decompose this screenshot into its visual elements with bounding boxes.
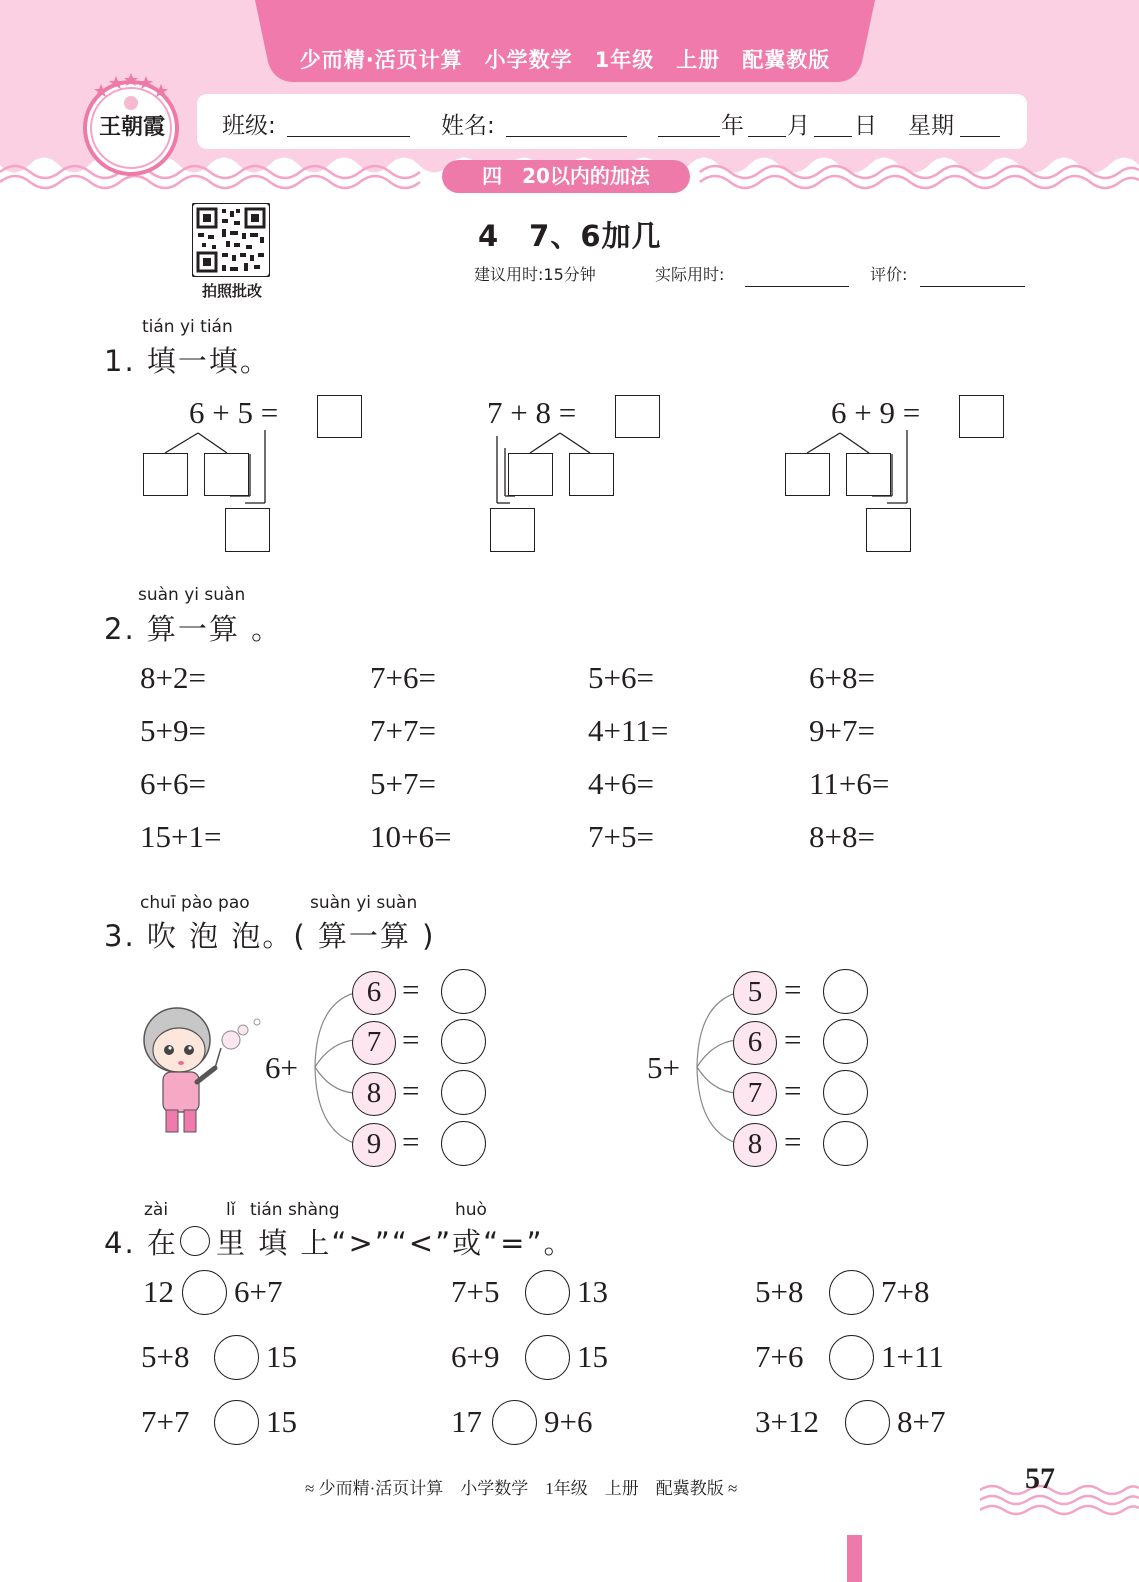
- q3-group1-base: 6+: [265, 1050, 298, 1085]
- q2-r2-c1[interactable]: 5+9=: [140, 713, 206, 748]
- q4-r1-c3-left: 5+8: [755, 1274, 804, 1309]
- q2-r3-c3[interactable]: 4+6=: [588, 766, 654, 801]
- q3-group2-eq-1: =: [784, 972, 802, 1007]
- series-title: 少而精·活页计算 小学数学 1年级 上册 配冀教版: [299, 48, 831, 72]
- q4-r3-c3-circle[interactable]: [845, 1400, 890, 1445]
- q3-group1-eq-4: =: [402, 1124, 420, 1159]
- q3-group2-bubble-1: 5: [733, 971, 777, 1015]
- q3-pinyin-2: suàn yi suàn: [310, 893, 418, 913]
- q1-item1-equation: 6 + 5 =: [189, 395, 279, 430]
- q3-group1-bubble-4: 9: [352, 1123, 396, 1167]
- q4-r3-c2-right: 9+6: [544, 1404, 593, 1439]
- q4-r3-c1-circle[interactable]: [214, 1400, 259, 1445]
- q4-pinyin-li: lǐ: [226, 1200, 236, 1220]
- q4-pinyin-zai: zài: [144, 1200, 169, 1220]
- q4-r1-c2-left: 7+5: [451, 1274, 500, 1309]
- q3-group1-eq-1: =: [402, 972, 420, 1007]
- q2-r2-c3[interactable]: 4+11=: [588, 713, 669, 748]
- q3-group1-bubble-2: 7: [352, 1021, 396, 1065]
- q4-r2-c3-left: 7+6: [755, 1339, 804, 1374]
- q3-group2-answer-3[interactable]: [823, 1070, 868, 1115]
- q3-group2-eq-3: =: [784, 1073, 802, 1108]
- q3-group2-answer-4[interactable]: [823, 1121, 868, 1166]
- q3-group2-answer-2[interactable]: [823, 1019, 868, 1064]
- q2-r3-c1[interactable]: 6+6=: [140, 766, 206, 801]
- q3-group2-eq-4: =: [784, 1124, 802, 1159]
- q2-r4-c1[interactable]: 15+1=: [140, 819, 222, 854]
- q4-title-post: 里 填 上“>”“<”或“=”。: [216, 1226, 575, 1260]
- q4-r3-c3-right: 8+7: [897, 1404, 946, 1439]
- year-field[interactable]: [658, 136, 720, 137]
- q4-r2-c2-circle[interactable]: [525, 1335, 570, 1380]
- q3-group2-bubble-2: 6: [733, 1021, 777, 1065]
- q4-r3-c2-circle[interactable]: [492, 1400, 537, 1445]
- q4-r2-c1-left: 5+8: [141, 1339, 190, 1374]
- q4-title-circle-icon: [180, 1226, 210, 1256]
- q4-r3-c3-left: 3+12: [755, 1404, 819, 1439]
- q1-item3-split-box-1[interactable]: [785, 453, 830, 496]
- q1-item1-split-box-2[interactable]: [204, 453, 249, 496]
- lesson-title: 4 7、6加几: [478, 219, 662, 253]
- q4-r1-c1-left: 12: [143, 1274, 174, 1309]
- year-label: 年: [721, 113, 744, 139]
- q2-pinyin: suàn yi suàn: [138, 585, 246, 605]
- q4-r2-c1-right: 15: [266, 1339, 297, 1374]
- q3-group1-answer-3[interactable]: [441, 1070, 486, 1115]
- q1-item3-answer-box[interactable]: [959, 395, 1004, 438]
- page-number: 57: [1025, 1462, 1055, 1495]
- q2-r3-c4[interactable]: 11+6=: [809, 766, 890, 801]
- month-field[interactable]: [748, 136, 786, 137]
- q3-group1-brace-lines: [310, 985, 360, 1160]
- q3-group2-bubble-4: 8: [733, 1123, 777, 1167]
- student-info-bar: [197, 94, 1027, 149]
- class-field[interactable]: [287, 136, 410, 137]
- q4-r1-c1-circle[interactable]: [182, 1270, 227, 1315]
- suggested-time: 建议用时:15分钟: [474, 265, 596, 284]
- q3-group1-bubble-1: 6: [352, 971, 396, 1015]
- q2-r3-c2[interactable]: 5+7=: [370, 766, 436, 801]
- day-field[interactable]: [814, 136, 852, 137]
- evaluation-field[interactable]: [920, 286, 1025, 287]
- q2-title: 2. 算一算 。: [104, 612, 283, 646]
- q3-group1-answer-1[interactable]: [441, 969, 486, 1014]
- q4-r1-c3-circle[interactable]: [829, 1270, 874, 1315]
- q4-r1-c2-circle[interactable]: [525, 1270, 570, 1315]
- q2-r1-c4[interactable]: 6+8=: [809, 660, 875, 695]
- q1-item2-sum-box[interactable]: [490, 508, 535, 552]
- day-label: 日: [854, 113, 877, 139]
- q3-group1-eq-2: =: [402, 1022, 420, 1057]
- q1-item1-split-box-1[interactable]: [143, 453, 188, 496]
- month-label: 月: [787, 113, 810, 139]
- q1-item2-equation: 7 + 8 =: [487, 395, 577, 430]
- q3-title: 3. 吹 泡 泡。( 算一算 ): [104, 919, 436, 953]
- q3-group2-base: 5+: [647, 1050, 680, 1085]
- q3-group2-eq-2: =: [784, 1022, 802, 1057]
- q3-group2-brace-lines: [692, 985, 742, 1160]
- weekday-field[interactable]: [960, 136, 1000, 137]
- q1-item2-split-box-1[interactable]: [508, 453, 553, 496]
- q2-r2-c2[interactable]: 7+7=: [370, 713, 436, 748]
- q4-r3-c1-left: 7+7: [141, 1404, 190, 1439]
- q4-pinyin-tianshang: tián shàng: [250, 1200, 340, 1220]
- logo-text: 王朝霞: [98, 114, 165, 140]
- q3-group2-bubble-3: 7: [733, 1072, 777, 1116]
- q3-group1-bubble-3: 8: [352, 1072, 396, 1116]
- q4-r2-c1-circle[interactable]: [214, 1335, 259, 1380]
- q1-item1-answer-box[interactable]: [317, 395, 362, 438]
- q4-pinyin-huo: huò: [455, 1200, 487, 1220]
- q4-r1-c1-right: 6+7: [234, 1274, 283, 1309]
- qr-caption: 拍照批改: [201, 282, 262, 300]
- q4-r1-c3-right: 7+8: [881, 1274, 930, 1309]
- q1-item1-sum-box[interactable]: [225, 508, 270, 552]
- timing-row: [474, 262, 596, 285]
- q3-group1-answer-2[interactable]: [441, 1019, 486, 1064]
- q3-group1-eq-3: =: [402, 1073, 420, 1108]
- name-label: 姓名:: [441, 113, 495, 139]
- boy-blowing-bubbles-illustration: [135, 1000, 270, 1140]
- q3-pinyin-1: chuī pào pao: [140, 893, 250, 913]
- actual-time-field[interactable]: [745, 286, 849, 287]
- q1-item3-equation: 6 + 9 =: [831, 395, 921, 430]
- q4-r1-c2-right: 13: [577, 1274, 608, 1309]
- footer-text: ≈ 少而精·活页计算 小学数学 1年级 上册 配冀教版 ≈: [305, 1479, 738, 1498]
- q1-title: 1. 填一填。: [104, 344, 271, 378]
- footer-wave-decoration: [980, 1478, 1139, 1518]
- q4-r3-c1-right: 15: [266, 1404, 297, 1439]
- q1-item2-split-box-2[interactable]: [569, 453, 614, 496]
- qr-code-icon[interactable]: [192, 203, 270, 277]
- q4-r3-c2-left: 17: [451, 1404, 482, 1439]
- actual-time-label: 实际用时:: [655, 265, 725, 284]
- q2-r4-c2[interactable]: 10+6=: [370, 819, 452, 854]
- q4-r2-c3-circle[interactable]: [829, 1335, 874, 1380]
- unit-label: 四 20以内的加法: [442, 160, 690, 193]
- name-field[interactable]: [506, 136, 627, 137]
- q1-item3-sum-box[interactable]: [866, 508, 911, 552]
- q3-group1-answer-4[interactable]: [441, 1121, 486, 1166]
- evaluation-label: 评价:: [870, 265, 908, 284]
- q4-title-pre: 4. 在: [104, 1226, 178, 1260]
- page-edge-tab: [847, 1535, 862, 1582]
- q4-r2-c2-right: 15: [577, 1339, 608, 1374]
- q2-r1-c3[interactable]: 5+6=: [588, 660, 654, 695]
- q2-r1-c1[interactable]: 8+2=: [140, 660, 206, 695]
- q4-r2-c2-left: 6+9: [451, 1339, 500, 1374]
- q1-pinyin: tián yi tián: [142, 317, 233, 337]
- q2-r4-c4[interactable]: 8+8=: [809, 819, 875, 854]
- q1-item3-split-box-2[interactable]: [846, 453, 891, 496]
- q2-r2-c4[interactable]: 9+7=: [809, 713, 875, 748]
- q3-group2-answer-1[interactable]: [823, 969, 868, 1014]
- class-label: 班级:: [222, 113, 276, 139]
- q2-r1-c2[interactable]: 7+6=: [370, 660, 436, 695]
- q4-r2-c3-right: 1+11: [881, 1339, 944, 1374]
- q2-r4-c3[interactable]: 7+5=: [588, 819, 654, 854]
- weekday-label: 星期: [908, 113, 954, 139]
